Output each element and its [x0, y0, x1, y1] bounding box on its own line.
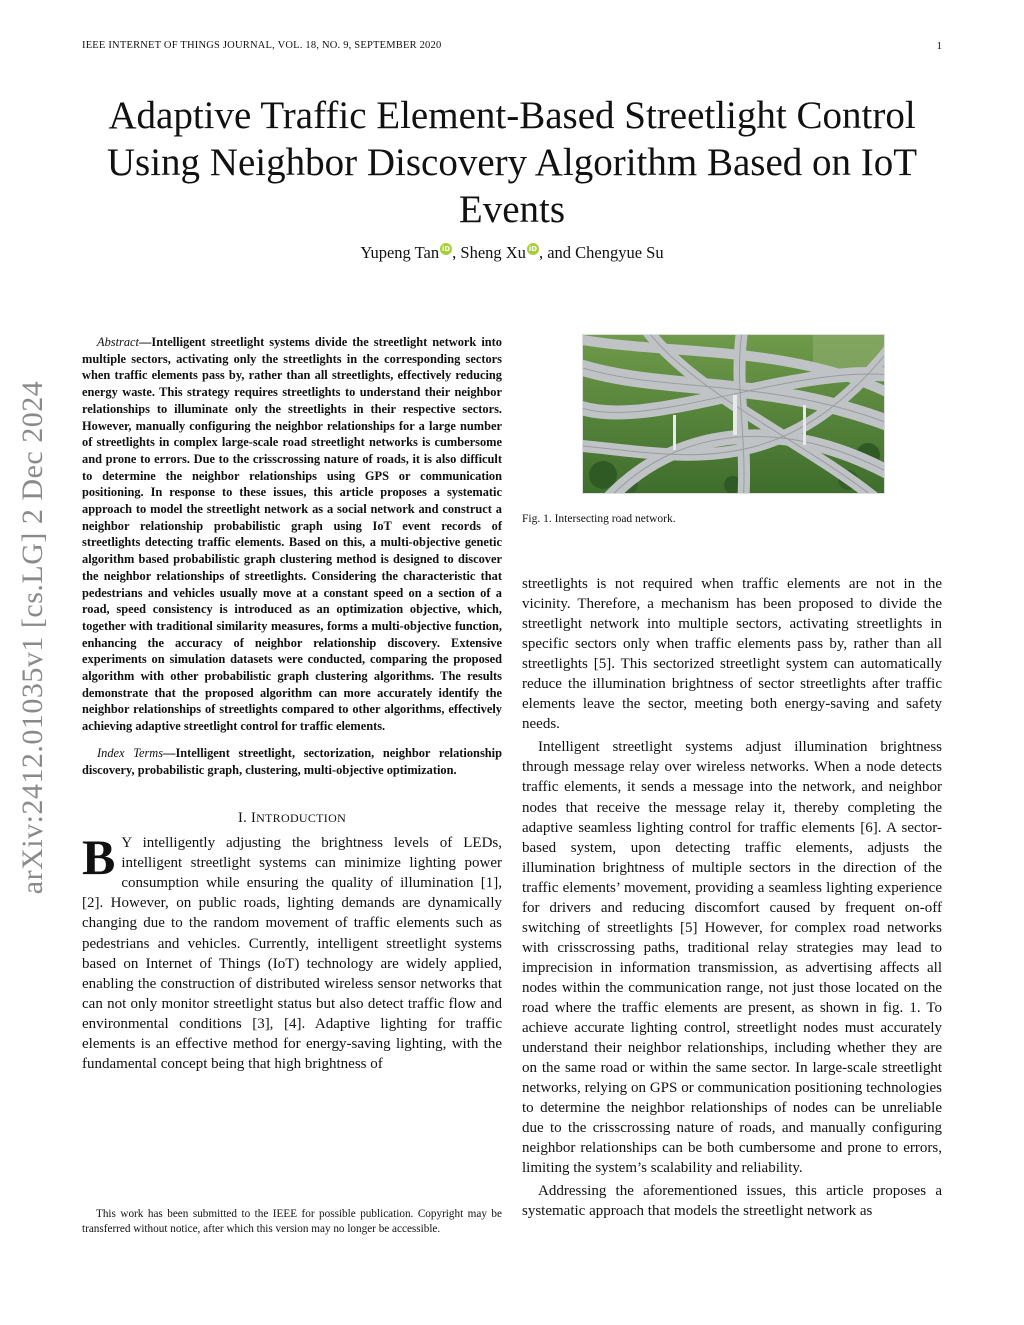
- drop-cap: B: [82, 829, 116, 886]
- right-column: [522, 334, 942, 1222]
- road-network-figure: [582, 334, 885, 494]
- abstract-label: Abstract: [97, 335, 139, 349]
- index-terms-label: Index Terms: [97, 745, 164, 760]
- page-number: 1: [936, 40, 942, 52]
- orcid-icon[interactable]: iD: [528, 245, 538, 253]
- abstract: [82, 334, 502, 735]
- author-list: [60, 243, 964, 263]
- body-paragraph: Addressing the aforementioned issues, this article proposes a systematic approach that models the streetlight network as: [522, 1183, 942, 1220]
- intro-text: Y intelligently adjusting the brightness levels of LEDs, intelligent streetlight systems can minimize lighting power consumption while ensuring the quality of illumination [1], [2]. However, on public roads, lighting demands are dynamically changing due to the random movement of traffic elements such as pedestrians and vehicles. Currently, intelligent streetlight systems based on Internet of Things (IoT) technology are widely applied, enabling the construction of distributed wireless sensor networks that can not only monitor streetlight status but also detect traffic flow and environmental conditions [3], [4]. Adaptive lighting for traffic elements is an effective method for energy-saving lighting, with the fundamental concept being that high brightness of: [82, 835, 502, 1072]
- index-terms: [82, 745, 502, 778]
- section-heading: I. INTRODUCTION: [237, 810, 347, 827]
- figure-caption: Fig. 1. Intersecting road network.: [522, 513, 676, 525]
- abstract-text: —Intelligent streetlight systems divide the streetlight network into multiple sectors, activating only the streetlights in the corresponding sectors when traffic elements pass by, rather than all streetlights, effectively reducing energy waste. This strategy requires streetlights to understand their neighbor relationships to illuminate only the streetlights in their respective sectors. However, manually configuring the neighbor relationships for a large number of streetlights in complex large-scale road streetlight networks is cumbersome and prone to errors. Due to the crisscrossing nature of roads, it is also difficult to determine the neighbor relationships using GPS or communication positioning. In response to these issues, this article proposes a systematic approach to model the streetlight network as a social network and construct a neighbor relationship probabilistic graph using IoT event records of streetlights detecting traffic elements. Based on this, a multi-objective genetic algorithm based probabilistic graph clustering method is designed to discover the neighbor relationships of streetlights. Considering the characteristic that pedestrians and vehicles usually move at a constant speed on a section of a road, speed consistency is introduced as an optimization objective, which, together with traditional similarity measures, forms a multi-objective function, enhancing the accuracy of neighbor relationship discovery. Extensive experiments on simulation datasets were conducted, comparing the proposed algorithm with other probabilistic graph clustering algorithms. The results demonstrate that the proposed algorithm can more accurately identify the neighbor relationships of streetlights compared to other algorithms, effectively achieving adaptive streetlight control for traffic elements.: [82, 335, 502, 734]
- left-column: [82, 334, 502, 1074]
- intro-paragraph: [82, 829, 502, 1074]
- footnote: This work has been submitted to the IEEE for possible publication. Copyright may be transferred without notice, after which this version may no longer be accessible.: [82, 1208, 502, 1235]
- index-terms-text: —Intelligent streetlight, sectorization, neighbor relationship discovery, probabilistic graph, clustering, multi-objective optimization.: [82, 745, 502, 777]
- paper-title: Adaptive Traffic Element-Based Streetlight Control Using Neighbor Discovery Algorithm Based on IoT Events: [106, 94, 918, 231]
- author-name: , Sheng Xu: [452, 243, 526, 262]
- body-paragraph: Intelligent streetlight systems adjust illumination brightness through message relay over wireless networks. When a node detects traffic elements, it sends a message into the network, and neighbor nodes that receive the message relay it, thereby completing the adaptive seamless lighting control for traffic elements [6]. A sector-based system, upon detecting traffic elements, adjusts the illumination brightness of multiple sectors in the direction of the traffic elements’ movement, providing a seamless lighting experience for drivers and reducing discomfort caused by frequent on-off switching of streetlights [5] However, for complex road networks with crisscrossing paths, traditional relay strategies may lead to imprecision in information transmission, as advertising affects all nodes within the communication range, not just those located on the road where the traffic elements are present, as shown in fig. 1. To achieve accurate lighting control, streetlight nodes must accurately understand their neighbor relationships, including whether they are on the same road or within the same sector. In large-scale streetlight networks, relying on GPS or communication positioning technologies to determine the neighbor relationships of nodes can be unreliable due to the crisscrossing nature of roads, and manually configuring neighbor relationships can be both cumbersome and prone to errors, limiting the system’s scalability and reliability.: [522, 739, 942, 1177]
- author-name: Yupeng Tan: [360, 243, 440, 262]
- running-head: IEEE INTERNET OF THINGS JOURNAL, VOL. 18, NO. 9, SEPTEMBER 2020: [82, 40, 442, 51]
- orcid-icon[interactable]: iD: [442, 245, 451, 253]
- body-paragraph: streetlights is not required when traffic elements are not in the vicinity. Therefore, a mechanism has been proposed to divide the streetlight network into multiple sectors, activating streetlights in specific sectors only when traffic elements pass by, rather than all streetlights [5]. This sectorized streetlight system can automatically reduce the illumination brightness of sector streetlights after traffic elements leave the sector, meeting both energy-saving and safety needs.: [522, 576, 942, 733]
- arxiv-identifier: arXiv:2412.01035v1 [cs.LG] 2 Dec 2024: [16, 380, 49, 895]
- right-body: [522, 574, 942, 1222]
- author-name: , and Chengyue Su: [538, 243, 664, 262]
